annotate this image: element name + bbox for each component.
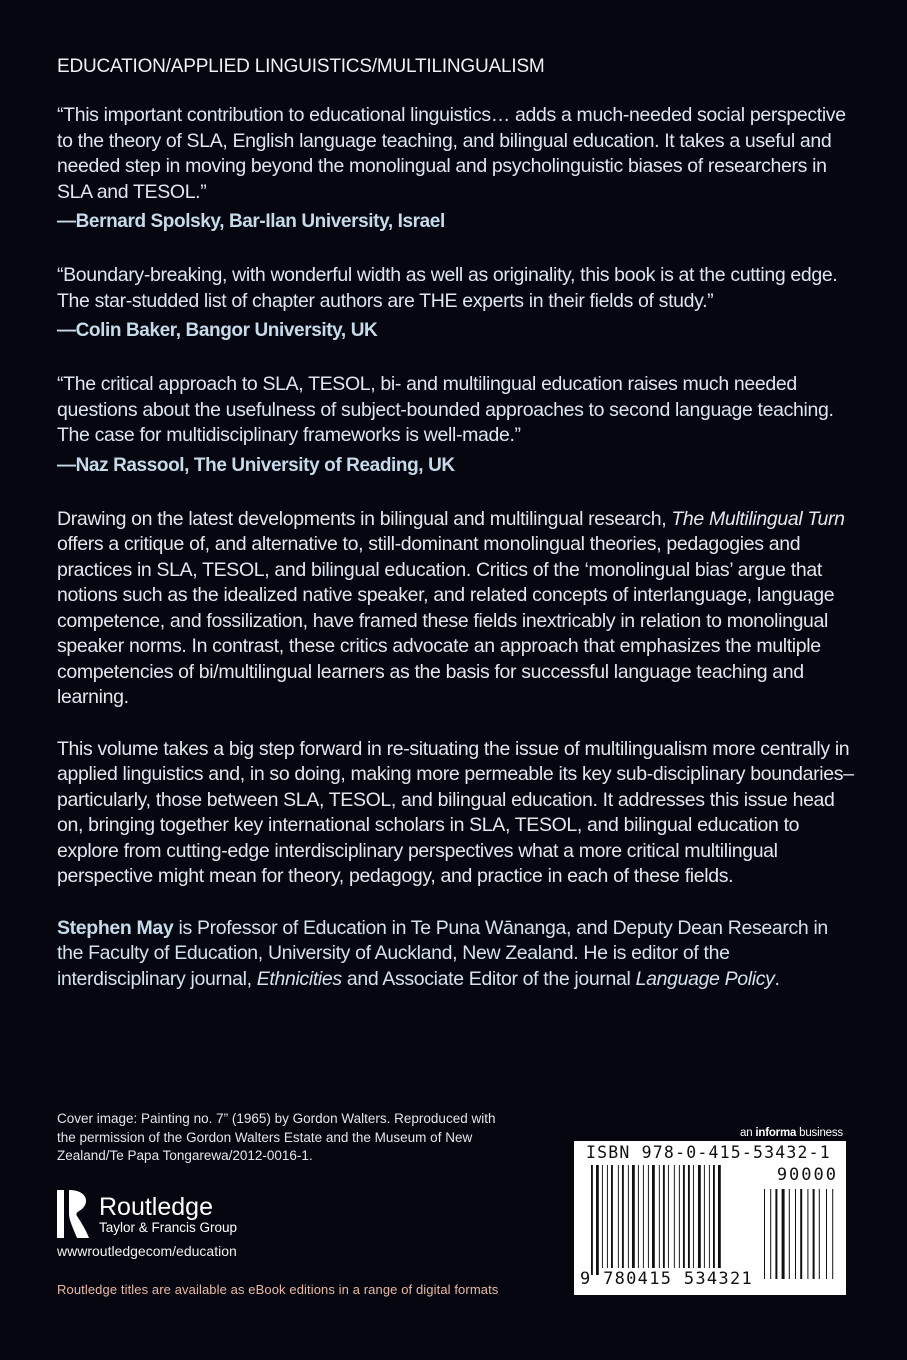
barcode-bar: [663, 1165, 665, 1268]
barcode-bar: [704, 1165, 705, 1268]
barcode-bar: [611, 1165, 613, 1268]
barcode-bar: [659, 1165, 660, 1268]
publisher-url[interactable]: wwwroutledgecom/education: [57, 1243, 237, 1259]
author-name: Stephen May: [57, 916, 174, 939]
addon-bar: [819, 1189, 820, 1279]
informa-tagline: [740, 1127, 843, 1139]
barcode-bar: [602, 1165, 603, 1268]
addon-bar: [795, 1189, 796, 1279]
addon-bar: [832, 1189, 833, 1279]
isbn-label: ISBN 978-0-415-53432-1: [586, 1143, 831, 1162]
endorsement-quote: “Boundary-breaking, with wonderful width as well as originality, this book is at the cutting edge. The star-studded list of chapter authors are THE experts in their fields of study.”: [57, 264, 838, 312]
barcode-bar: [718, 1165, 721, 1268]
barcode-bar: [628, 1165, 629, 1268]
subject-category: EDUCATION/APPLIED LINGUISTICS/MULTILINGUALISM: [57, 56, 545, 77]
barcode-bar: [638, 1165, 639, 1268]
publisher-group: Taylor & Francis Group: [99, 1219, 238, 1235]
endorsement-attribution: —Colin Baker, Bangor University, UK: [57, 320, 378, 341]
addon-bar: [775, 1189, 777, 1279]
barcode-bar: [683, 1165, 685, 1268]
addon-bar: [764, 1189, 765, 1279]
back-cover-text: [57, 56, 857, 992]
barcode-bar: [679, 1165, 680, 1268]
ean-number: 9 780415 534321: [580, 1269, 754, 1289]
informa-brand: informa: [755, 1127, 797, 1139]
barcode-bar: [668, 1165, 669, 1268]
description-paragraph: This volume takes a big step forward in re-situating the issue of multilingualism more centrally in applied linguistics and, in so doing, making more permeable its key sub-disciplinary boundaries–particularly, those between SLA, TESOL, and bilingual education. It addresses this issue head on, bringing together key international scholars in SLA, TESOL, and bilingual education to explore from cutting-edge interdisciplinary perspectives what a more critical multilingual perspective might mean for theory, pedagogy, and practice in each of these fields.: [57, 737, 854, 887]
addon-bar: [813, 1189, 815, 1279]
endorsement-quote: “This important contribution to educational linguistics… adds a much-needed social perspective to the theory of SLA, English language teaching, and bilingual education. It takes a useful and needed step in moving beyond the monolingual and psycholinguistic biases of researchers in SLA and TESOL.”: [57, 104, 846, 203]
journal-name: Language Policy: [635, 967, 775, 990]
barcode-bar: [709, 1165, 710, 1268]
endorsement: [57, 263, 857, 342]
addon-bar: [826, 1189, 827, 1279]
addon-bar: [770, 1189, 771, 1279]
description-paragraph: [57, 507, 857, 711]
ebook-note: Routledge titles are available as eBook editions in a range of digital formats: [57, 1282, 499, 1297]
barcode-bar: [632, 1165, 635, 1268]
barcode-bar: [693, 1165, 694, 1268]
barcode-bar: [591, 1165, 593, 1275]
bio-text: .: [774, 967, 780, 990]
addon-bar: [789, 1189, 790, 1279]
bio-text: is Professor of Education in Te Puna Wānanga, and Deputy Dean Research in the Faculty of Education, University of Auckland, New Zealand. He is editor of the interdisciplinary journal,: [57, 916, 828, 990]
barcode-bar: [674, 1165, 675, 1268]
addon-bar: [800, 1189, 802, 1279]
barcode-bar: [713, 1165, 715, 1268]
addon-bar: [807, 1189, 808, 1279]
description-text: Drawing on the latest developments in bilingual and multilingual research,: [57, 507, 672, 530]
cover-image-credit: Cover image: Painting no. 7” (1965) by Gordon Walters. Reproduced with the permission of the Gordon Walters Estate and the Museum of New Zealand/Te Papa Tongarewa/2012-0016-1.: [57, 1111, 496, 1163]
endorsement: [57, 103, 857, 233]
journal-name: Ethnicities: [256, 967, 342, 990]
barcode-bar: [643, 1165, 644, 1268]
barcode-bar: [698, 1165, 701, 1268]
endorsement-quote: “The critical approach to SLA, TESOL, bi- and multilingual education raises much needed questions about the usefulness of subject-bounded approaches to second language teaching. The case for multidisciplinary frameworks is well-made.”: [57, 373, 834, 446]
isbn-barcode: [574, 1141, 846, 1295]
endorsement-attribution: —Bernard Spolsky, Bar-Ilan University, Israel: [57, 211, 445, 232]
barcode-bar: [596, 1165, 599, 1275]
barcode-bar: [648, 1165, 649, 1268]
endorsement: [57, 372, 857, 477]
informa-suffix: business: [796, 1127, 843, 1139]
book-title: The Multilingual Turn: [671, 507, 845, 530]
informa-prefix: an: [740, 1127, 756, 1139]
barcode-bar: [622, 1165, 624, 1268]
barcode-bar: [688, 1165, 690, 1268]
price-addon-number: 90000: [776, 1165, 838, 1185]
endorsement-attribution: —Naz Rassool, The University of Reading, UK: [57, 454, 455, 476]
routledge-logo-icon: [57, 1188, 91, 1240]
addon-bar: [782, 1189, 785, 1279]
barcode-bar: [618, 1165, 619, 1268]
barcode-bar: [652, 1165, 655, 1268]
bio-text: and Associate Editor of the journal: [341, 967, 636, 990]
barcode-bar: [607, 1165, 608, 1268]
description-text: offers a critique of, and alternative to, still-dominant monolingual theories, pedagogies and practices in SLA, TESOL, and bilingual education. Critics of the ‘monolingual bias’ argue that notions such as the idealized native speaker, and related concepts of interlanguage, language competence, and fossilization, have framed these fields inextricably in relation to monolingual speaker norms. In contrast, these critics advocate an approach that emphasizes the multiple competencies of bi/multilingual learners as the basis for successful language teaching and learning.: [57, 533, 835, 708]
publisher-logo: [57, 1188, 237, 1240]
publisher-name: Routledge: [99, 1192, 213, 1221]
author-bio: [57, 916, 857, 993]
